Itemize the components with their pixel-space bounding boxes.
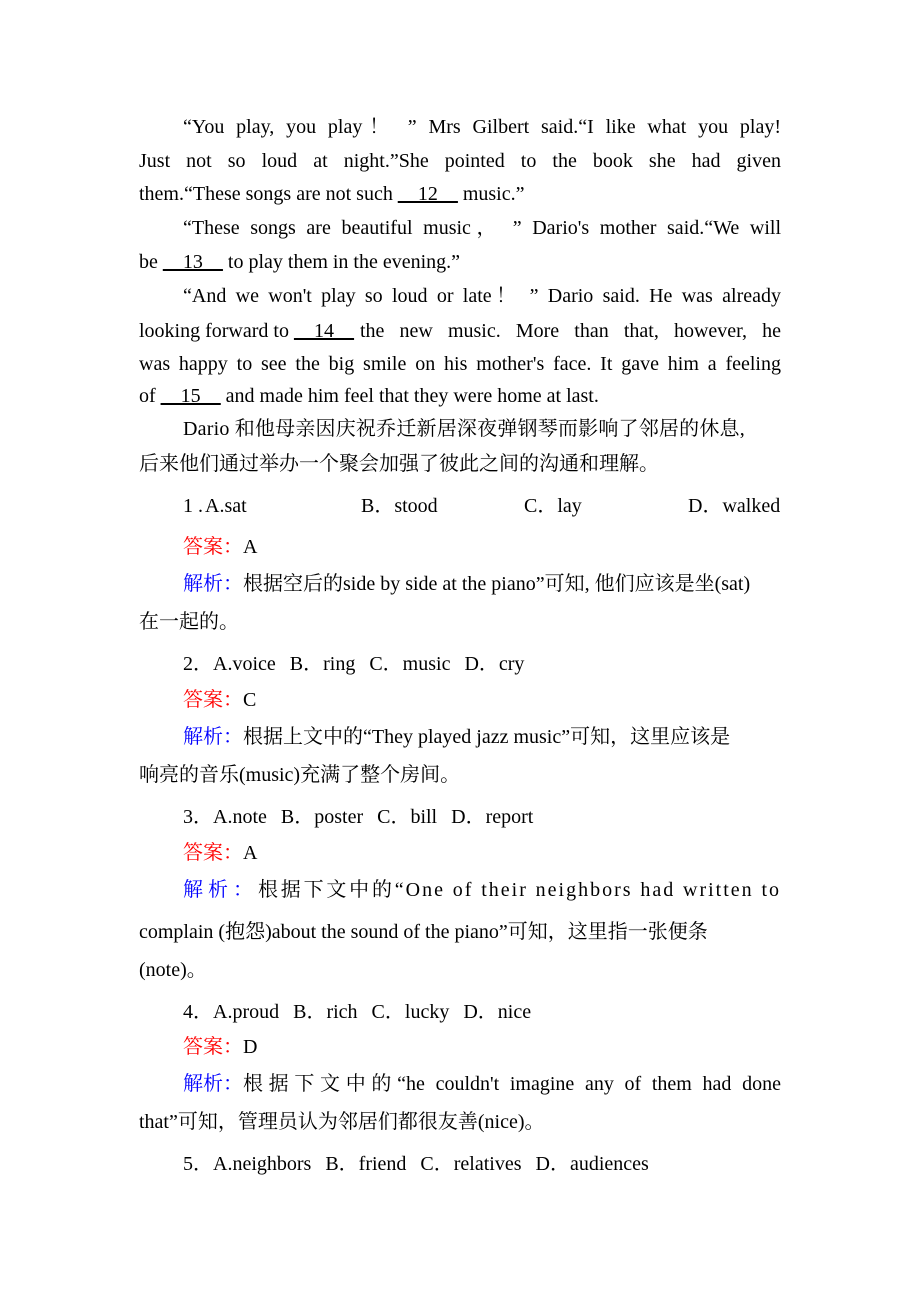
- answer-line: [183, 840, 781, 866]
- question-4: [183, 999, 781, 1025]
- answer-label: 答案：: [183, 1036, 243, 1058]
- option-b: B．stood: [361, 495, 438, 517]
- answer-value: A: [243, 536, 258, 558]
- option-b: B．rich: [293, 1001, 358, 1023]
- option-c: C．bill: [377, 806, 438, 828]
- answer-value: D: [243, 1036, 258, 1058]
- option-d: D．nice: [463, 1001, 532, 1023]
- blank-13: __13__: [162, 251, 223, 273]
- option-a: A.neighbors: [213, 1153, 312, 1175]
- answer-value: A: [243, 842, 258, 864]
- question-5: [183, 1151, 781, 1177]
- analysis-line: (note)。: [139, 959, 207, 981]
- option-b: B．friend: [325, 1153, 407, 1175]
- question-number: 2．: [183, 653, 213, 675]
- option-d: D．cry: [464, 653, 525, 675]
- answer-line: [183, 687, 781, 713]
- analysis-line: [183, 571, 781, 597]
- blank-12: __12__: [397, 183, 458, 205]
- analysis-label: 解析：: [183, 573, 243, 595]
- answer-label: 答案：: [183, 842, 243, 864]
- question-number: 5．: [183, 1153, 213, 1175]
- passage-line: [139, 249, 781, 275]
- option-d: D．audiences: [535, 1153, 649, 1175]
- analysis-line: [183, 1071, 781, 1097]
- option-a: A.voice: [213, 653, 276, 675]
- analysis-line: 响亮的音乐(music)充满了整个房间。: [139, 764, 461, 786]
- option-d: D．walked: [688, 495, 781, 517]
- passage-line: [139, 383, 781, 409]
- passage-line: Just not so loud at night.”She pointed to the book she had given: [139, 150, 781, 172]
- analysis-text: 根据上文中的“They played jazz music”可知，这里应该是: [243, 726, 731, 748]
- passage-line: “And we won't play so loud or late！ ” Dario said. He was already: [183, 285, 781, 307]
- text: [139, 318, 354, 344]
- analysis-line: [183, 724, 781, 750]
- passage-line: [139, 181, 781, 207]
- text: of: [139, 385, 161, 407]
- question-3: [183, 804, 781, 830]
- option-b: B．ring: [289, 653, 356, 675]
- passage-line: was happy to see the big smile on his mother's face. It gave him a feeling: [139, 353, 781, 375]
- text: be: [139, 251, 163, 273]
- analysis-label: 解析：: [183, 1073, 243, 1095]
- blank-15: __15__: [160, 385, 221, 407]
- analysis-line: complain (抱怨)about the sound of the piano”可知，这里指一张便条: [139, 921, 708, 943]
- answer-label: 答案：: [183, 536, 243, 558]
- option-c: C．lay: [524, 495, 582, 517]
- option-b: B．poster: [280, 806, 364, 828]
- summary-line: 后来他们通过举办一个聚会加强了彼此之间的沟通和理解。: [139, 453, 659, 475]
- text: looking forward to: [139, 320, 294, 342]
- analysis-text: 根据下文中的“One of their neighbors had written to: [258, 879, 781, 901]
- question-number: 1 .: [183, 495, 203, 517]
- text: to play them in the evening.”: [222, 251, 461, 273]
- answer-value: C: [243, 689, 257, 711]
- passage-line: “These songs are beautiful music， ” Dario's mother said.“We will: [183, 217, 781, 239]
- option-c: C．lucky: [371, 1001, 450, 1023]
- option-a: A.proud: [213, 1001, 280, 1023]
- option-c: C．music: [369, 653, 451, 675]
- text: music.”: [457, 183, 525, 205]
- summary-line: Dario 和他母亲因庆祝乔迁新居深夜弹钢琴而影响了邻居的休息,: [183, 418, 745, 440]
- analysis-text: 根据下文中的“he couldn't imagine any of them had done: [243, 1073, 781, 1095]
- passage-line: “You play, you play！ ” Mrs Gilbert said.“I like what you play!: [183, 116, 781, 138]
- analysis-text: 根据空后的side by side at the piano”可知, 他们应该是坐(sat): [243, 573, 751, 595]
- analysis-line: 在一起的。: [139, 611, 239, 633]
- text: the new music. More than that, however, he: [359, 320, 781, 342]
- blank-14: __14__: [293, 320, 354, 342]
- answer-label: 答案：: [183, 689, 243, 711]
- option-a: A.note: [213, 806, 267, 828]
- option-c: C．relatives: [420, 1153, 522, 1175]
- question-number: 3．: [183, 806, 213, 828]
- text: and made him feel that they were home at last.: [220, 385, 599, 407]
- analysis-line: that”可知，管理员认为邻居们都很友善(nice)。: [139, 1111, 545, 1133]
- option-d: D．report: [451, 806, 534, 828]
- option-a: A.sat: [205, 495, 247, 517]
- analysis-label: 解析：: [183, 879, 258, 901]
- answer-line: [183, 534, 781, 560]
- analysis-line: [183, 877, 781, 903]
- text: them.“These songs are not such: [139, 183, 398, 205]
- question-number: 4．: [183, 1001, 213, 1023]
- question-1: [183, 493, 781, 519]
- passage-line: [139, 318, 781, 344]
- answer-line: [183, 1034, 781, 1060]
- question-2: [183, 651, 781, 677]
- analysis-label: 解析：: [183, 726, 243, 748]
